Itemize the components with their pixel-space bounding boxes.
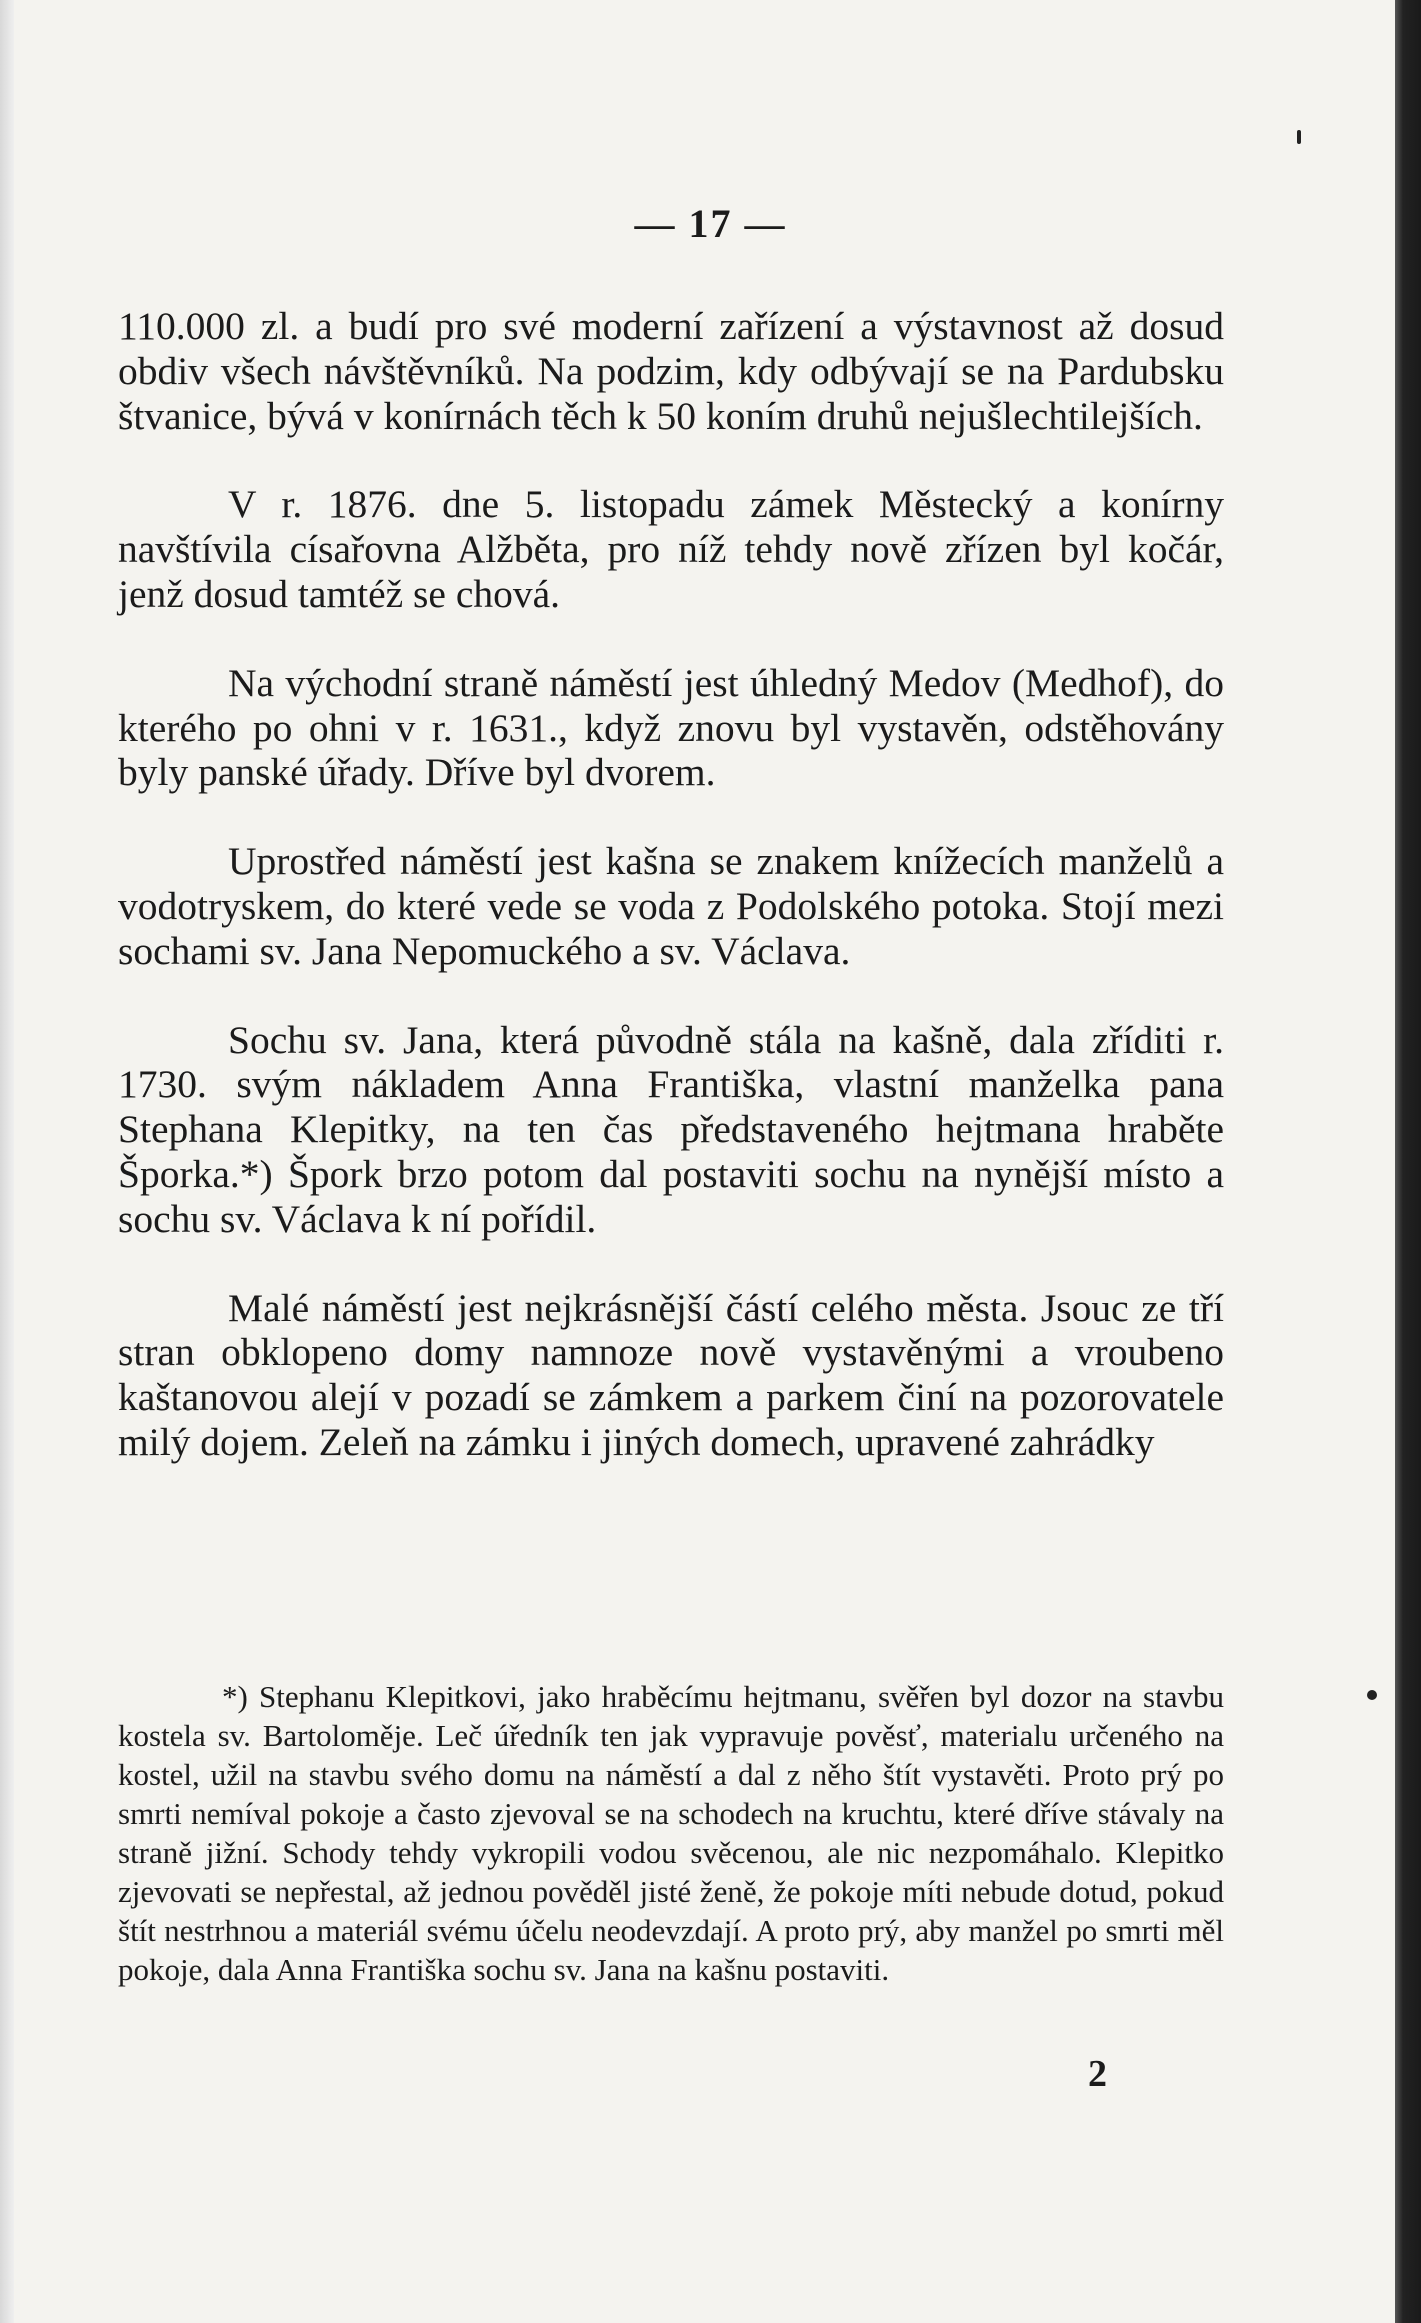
main-text [118, 304, 1224, 1465]
paragraph: V r. 1876. dne 5. listopadu zámek Městecký a konírny navštívila císařovna Alžběta, pro níž tehdy nově zřízen byl kočár, jenž dosud tamtéž se chová. [118, 482, 1224, 616]
ink-speck [1297, 130, 1301, 144]
page-number: — 17 — [634, 201, 787, 246]
paragraph: 110.000 zl. a budí pro své moderní zařízení a výstavnost až dosud obdiv všech návštěvníků. Na podzim, kdy odbývají se na Pardubsku štvanice, bývá v konírnách těch k 50 koním druhů nejušlechtilejších. [118, 304, 1224, 438]
ink-speck [1367, 1690, 1377, 1700]
footnote-text: *) Stephanu Klepitkovi, jako hraběcímu hejtmanu, svěřen byl dozor na stavbu kostela sv. Bartoloměje. Leč úředník ten jak vypravuje pověsť, materialu určeného na kostel, užil na stavbu svého domu na náměstí a dal z něho štít vystavěti. Proto prý po smrti nemíval pokoje a často zjevoval se na schodech na kruchtu, které dříve stávaly na straně jižní. Schody tehdy vykropili vodou svěcenou, ale nic nezpomáhalo. Klepitko zjevovati se nepřestal, až jednou pověděl jisté ženě, že pokoje míti nebude dotud, pokud štít nestrhnou a materiál svému účelu neodevzdají. A proto prý, aby manžel po smrti měl pokoje, dala Anna Františka sochu sv. Jana na kašnu postaviti. [118, 1679, 1224, 1987]
page-left-edge [0, 0, 14, 2323]
paragraph: Sochu sv. Jana, která původně stála na kašně, dala zříditi r. 1730. svým nákladem Anna Františka, vlastní manželka pana Stephana Klepitky, na ten čas představeného hejtmana hraběte Šporka.*) Špork brzo potom dal postaviti sochu na nynější místo a sochu sv. Václava k ní pořídil. [118, 1017, 1224, 1241]
paragraph: Malé náměstí jest nejkrásnější částí celého města. Jsouc ze tří stran obklopeno domy namnoze nově vystavěnými a vroubeno kaštanovou alejí v pozadí se zámkem a parkem činí na pozorovatele milý dojem. Zeleň na zámku i jiných domech, upravené zahrádky [118, 1285, 1224, 1464]
footnote [118, 1677, 1224, 1989]
paragraph: Uprostřed náměstí jest kašna se znakem knížecích manželů a vodotryskem, do které vede se voda z Podolského potoka. Stojí mezi sochami sv. Jana Nepomuckého a sv. Václava. [118, 839, 1224, 973]
page-right-edge [1395, 0, 1421, 2323]
paragraph: Na východní straně náměstí jest úhledný Medov (Medhof), do kterého po ohni v r. 1631., když znovu byl vystavěn, odstěhovány byly panské úřady. Dříve byl dvorem. [118, 660, 1224, 795]
signature-mark: 2 [1088, 2053, 1107, 2095]
